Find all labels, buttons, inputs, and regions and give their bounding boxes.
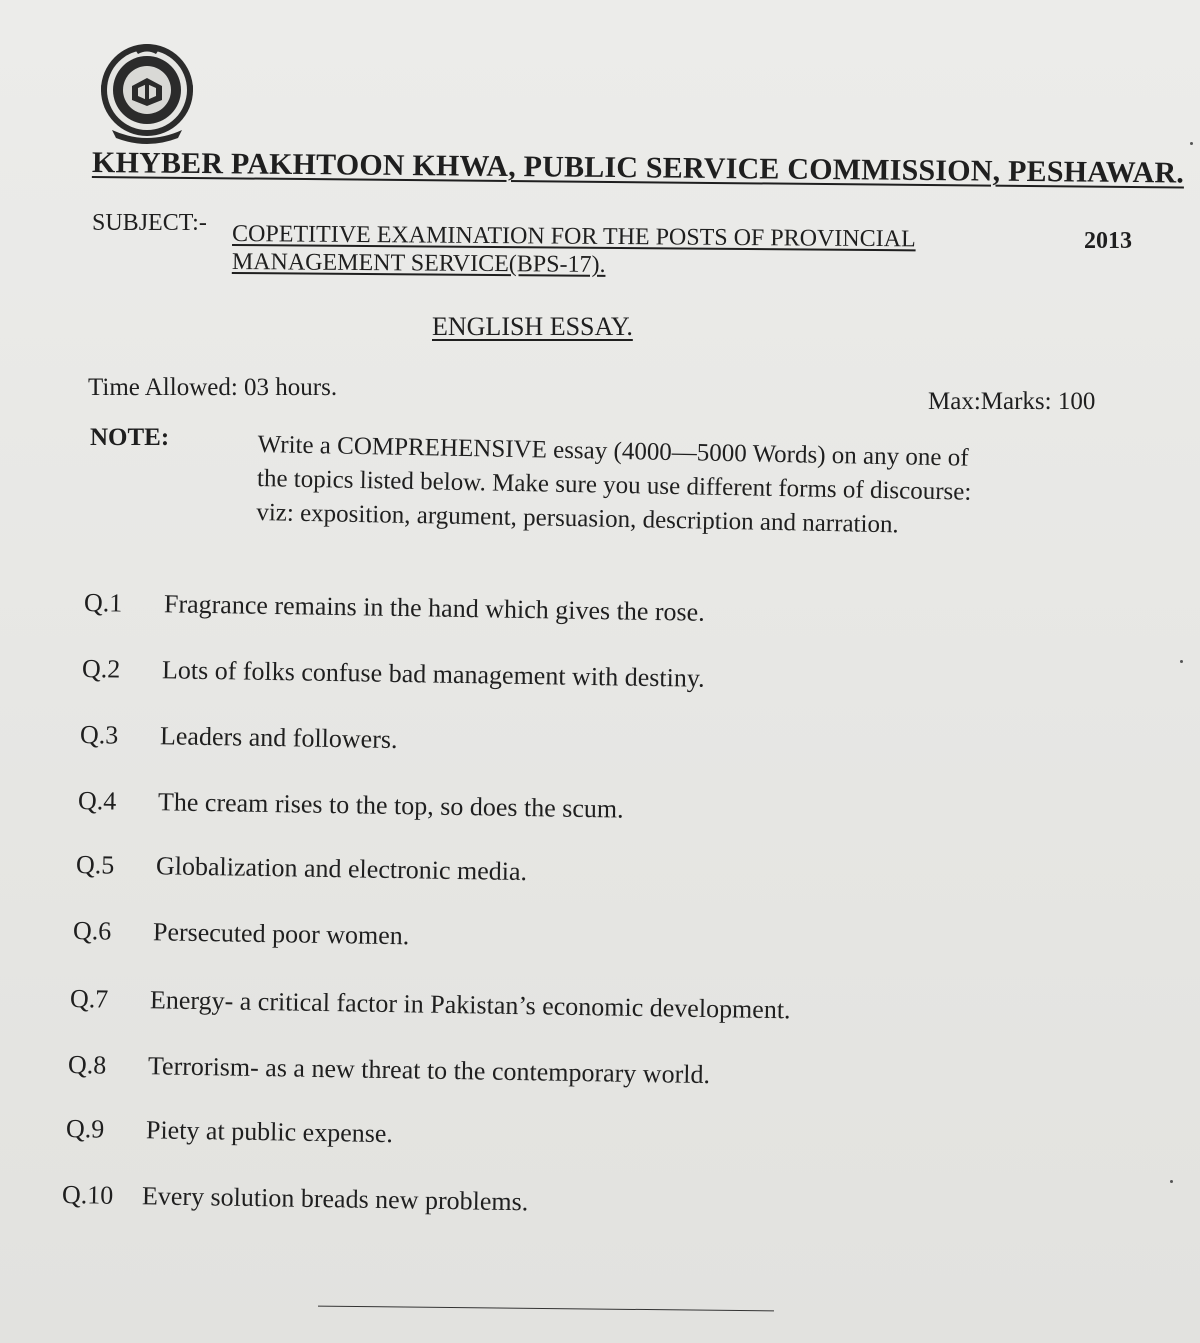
question-item [62,1180,529,1217]
paper-title: ENGLISH ESSAY. [432,312,633,341]
question-number: Q.2 [81,654,121,684]
question-item [78,786,624,825]
end-line-divider [318,1306,774,1312]
note-line-2: the topics listed below. Make sure you use different forms of discourse: [256,464,972,506]
question-number: Q.3 [79,720,119,750]
scan-speck [1180,660,1183,663]
question-item [66,1114,393,1149]
question-item [84,588,705,628]
commission-title: KHYBER PAKHTOON KHWA, PUBLIC SERVICE COMMISSION, PESHAWAR. [91,146,1185,190]
question-text: Persecuted poor women. [152,917,410,951]
question-text: Globalization and electronic media. [155,851,528,887]
question-number: Q.10 [61,1180,114,1210]
question-number: Q.4 [77,786,117,816]
question-number: Q.1 [83,588,123,618]
question-text: Fragrance remains in the hand which gives the rose. [163,589,705,627]
scan-speck [1170,1180,1173,1183]
note-instructions [256,428,1098,546]
subject-description [232,220,916,281]
question-number: Q.7 [69,984,109,1014]
question-text: The cream rises to the top, so does the scum. [157,787,624,824]
question-text: Lots of folks confuse bad management with destiny. [161,655,705,693]
scan-speck [1190,142,1193,145]
note-line-1: Write a COMPREHENSIVE essay (4000—5000 Words) on any one of [257,430,969,472]
question-text: Leaders and followers. [159,721,398,754]
subject-line-1: COPETITIVE EXAMINATION FOR THE POSTS OF PROVINCIAL [232,221,916,253]
question-number: Q.9 [65,1114,105,1144]
question-number: Q.5 [75,850,115,880]
exam-year: 2013 [1084,228,1132,254]
question-text: Every solution breads new problems. [141,1181,529,1217]
question-text: Terrorism- as a new threat to the contemporary world. [147,1051,711,1090]
note-line-3: viz: exposition, argument, persuasion, description and narration. [256,498,899,539]
question-text: Energy- a critical factor in Pakistan’s economic development. [149,985,791,1025]
subject-label: SUBJECT:- [92,210,207,236]
note-label: NOTE: [90,424,170,451]
question-item [73,916,410,951]
commission-emblem-icon [92,38,202,148]
question-item [80,720,398,755]
question-item [68,1050,710,1090]
max-marks: Max:Marks: 100 [928,388,1096,415]
question-item [70,984,791,1025]
question-number: Q.8 [67,1050,107,1080]
question-item [82,654,705,694]
question-text: Piety at public expense. [145,1115,394,1149]
subject-line-2: MANAGEMENT SERVICE(BPS-17). [231,248,606,278]
question-item [76,850,527,887]
question-number: Q.6 [72,916,112,946]
time-allowed: Time Allowed: 03 hours. [88,374,338,401]
